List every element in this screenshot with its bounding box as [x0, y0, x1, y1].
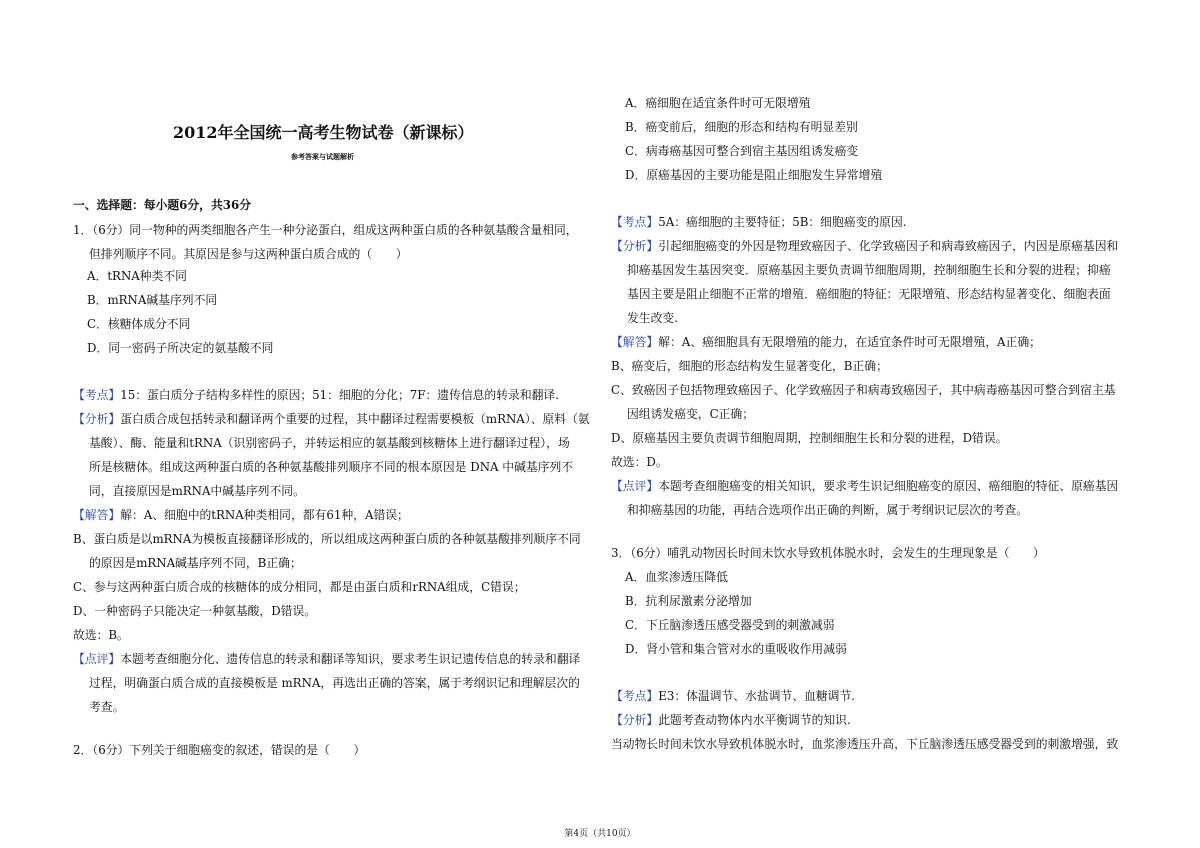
section-tag: 【点评】 — [73, 652, 121, 666]
line-text: 基酸）、酶、能量和tRNA（识别密码子，并转运相应的氨基酸到核糖体上进行翻译过程），场 — [89, 436, 570, 450]
text-line — [625, 569, 728, 585]
line-text: 的原因是mRNA碱基序列不同，B正确； — [89, 556, 302, 570]
line-text: C、致癌因子包括物理致癌因子、化学致癌因子和病毒致癌因子，其中病毒癌基因可整合到宿主基 — [611, 383, 1116, 397]
text-line — [625, 641, 847, 657]
text-line — [611, 545, 1045, 561]
line-text: 2．（6分）下列关于细胞癌变的叙述，错误的是（ ） — [73, 743, 366, 757]
text-line — [73, 627, 129, 643]
line-text: B．癌变前后，细胞的形态和结构有明显差别 — [625, 120, 858, 134]
line-text: 本题考查细胞癌变的相关知识，要求考生识记细胞癌变的原因、癌细胞的特征、原癌基因 — [658, 479, 1119, 493]
line-text: C．核糖体成分不同 — [87, 317, 191, 331]
text-line — [87, 316, 190, 332]
line-text: E3：体温调节、水盐调节、血糖调节. — [658, 689, 856, 703]
section-tag: 【点评】 — [611, 479, 659, 493]
text-line — [73, 603, 316, 619]
text-line — [611, 238, 1118, 254]
text-line — [611, 334, 1041, 350]
text-line — [627, 262, 1111, 278]
text-line — [611, 358, 888, 374]
text-line — [627, 406, 754, 422]
line-text: A．血浆渗透压降低 — [625, 570, 728, 584]
text-line — [625, 617, 835, 633]
text-line — [73, 411, 590, 427]
section-tag: 【考点】 — [73, 388, 121, 402]
text-line — [625, 95, 810, 111]
line-text: D、一种密码子只能决定一种氨基酸，D错误。 — [73, 604, 317, 618]
line-text: 本题考查细胞分化、遗传信息的转录和翻译等知识，要求考生识记遗传信息的转录和翻译 — [120, 652, 581, 666]
section-tag: 【分析】 — [611, 239, 659, 253]
line-text: D．肾小管和集合管对水的重吸收作用减弱 — [625, 642, 847, 656]
section-tag: 【解答】 — [73, 508, 121, 522]
line-text: 和抑癌基因的功能，再结合选项作出正确的判断，属于考纲识记层次的考查。 — [627, 503, 1029, 517]
line-text: 同，直接原因是mRNA中碱基序列不同。 — [89, 484, 305, 498]
line-text: 此题考查动物体内水平衡调节的知识. — [658, 713, 851, 727]
text-line — [73, 387, 559, 403]
text-line — [73, 651, 580, 667]
page-footer: 第4页（共10页） — [564, 829, 636, 839]
line-text: 当动物长时间未饮水导致机体脱水时，血浆渗透压升高，下丘脑渗透压感受器受到的刺激增强，致 — [611, 737, 1119, 751]
text-line — [89, 483, 305, 499]
text-line — [611, 454, 668, 470]
line-text: C．下丘脑渗透压感受器受到的刺激减弱 — [625, 618, 835, 632]
text-line — [625, 119, 858, 135]
section-tag: 【考点】 — [611, 689, 659, 703]
text-line — [89, 435, 570, 451]
text-line — [89, 675, 580, 691]
line-text: 故选：D。 — [611, 455, 668, 469]
line-text: 过程，明确蛋白质合成的直接模板是 mRNA，再选出正确的答案，属于考纲识记和理解层次的 — [89, 676, 580, 690]
line-text: A．癌细胞在适宜条件时可无限增殖 — [625, 96, 811, 110]
section-tag: 【解答】 — [611, 335, 659, 349]
text-line — [89, 555, 302, 571]
line-text: 抑癌基因发生基因突变．原癌基因主要负责调节细胞周期，控制细胞生长和分裂的进程；抑癌 — [627, 263, 1111, 277]
text-line — [611, 688, 855, 704]
section-tag: 【考点】 — [611, 215, 659, 229]
text-line — [611, 736, 1118, 752]
line-text: 5A：癌细胞的主要特征；5B：细胞癌变的原因. — [658, 215, 907, 229]
line-text: 1．（6分）同一物种的两类细胞各产生一种分泌蛋白，组成这两种蛋白质的各种氨基酸含量相同， — [73, 223, 578, 237]
line-text: D．原癌基因的主要功能是阻止细胞发生异常增殖 — [625, 168, 883, 182]
text-line — [73, 531, 581, 547]
line-text: D．同一密码子所决定的氨基酸不同 — [87, 341, 274, 355]
line-text: 故选：B。 — [73, 628, 129, 642]
text-line — [611, 430, 1007, 446]
line-text: 3．（6分）哺乳动物因长时间未饮水导致机体脱水时，会发生的生理现象是（ ） — [611, 546, 1045, 560]
line-text: 所是核糖体。组成这两种蛋白质的各种氨基酸排列顺序不同的根本原因是 DNA 中碱基序列不 — [89, 460, 574, 474]
section-heading: 一、选择题：每小题6分，共36分 — [73, 198, 251, 212]
line-text: A．tRNA种类不同 — [87, 269, 187, 283]
page-subtitle: 参考答案与试题解析 — [291, 152, 354, 161]
line-text: 解：A、细胞中的tRNA种类相同，都有61种，A错误； — [120, 508, 409, 522]
line-text: C、参与这两种蛋白质合成的核糖体的成分相同，都是由蛋白质和rRNA组成，C错误； — [73, 580, 526, 594]
text-line — [87, 292, 217, 308]
line-text: C．病毒癌基因可整合到宿主基因组诱发癌变 — [625, 144, 859, 158]
line-text: B、蛋白质是以mRNA为模板直接翻译形成的，所以组成这两种蛋白质的各种氨基酸排列顺序不同 — [73, 532, 581, 546]
text-line — [87, 340, 273, 356]
text-line — [625, 143, 858, 159]
text-line — [611, 712, 851, 728]
line-text: B．抗利尿激素分泌增加 — [625, 594, 752, 608]
line-text: B．mRNA碱基序列不同 — [87, 293, 218, 307]
text-line — [611, 214, 907, 230]
text-line — [73, 507, 409, 523]
text-line — [89, 246, 408, 262]
text-line — [73, 222, 578, 238]
line-text: 发生改变. — [627, 311, 678, 325]
section-tag: 【分析】 — [611, 713, 659, 727]
line-text: 15：蛋白质分子结构多样性的原因；51：细胞的分化；7F：遗传信息的转录和翻译. — [120, 388, 559, 402]
text-line — [87, 268, 187, 284]
line-text: 引起细胞癌变的外因是物理致癌因子、化学致癌因子和病毒致癌因子，内因是原癌基因和 — [658, 239, 1119, 253]
line-text: 蛋白质合成包括转录和翻译两个重要的过程，其中翻译过程需要模板（mRNA）、原料（氨 — [120, 412, 590, 426]
text-line — [627, 310, 678, 326]
line-text: B、癌变后，细胞的形态结构发生显著变化，B正确； — [611, 359, 888, 373]
text-line — [625, 167, 882, 183]
page-title: 2012年全国统一高考生物试卷（新课标） — [173, 123, 474, 142]
section-tag: 【分析】 — [73, 412, 121, 426]
text-line — [73, 742, 365, 758]
line-text: 解：A、癌细胞具有无限增殖的能力，在适宜条件时可无限增殖，A正确； — [658, 335, 1041, 349]
line-text: 因组诱发癌变，C正确； — [627, 407, 754, 421]
text-line — [89, 459, 573, 475]
text-line — [625, 593, 752, 609]
line-text: 基因主要是阻止细胞不正常的增殖．癌细胞的特征：无限增殖、形态结构显著变化、细胞表面 — [627, 287, 1111, 301]
text-line — [611, 382, 1116, 398]
text-line — [611, 478, 1118, 494]
line-text: D、原癌基因主要负责调节细胞周期，控制细胞生长和分裂的进程，D错误。 — [611, 431, 1008, 445]
line-text: 考查。 — [89, 700, 125, 714]
text-line — [89, 699, 124, 715]
text-line — [627, 502, 1028, 518]
text-line — [627, 286, 1111, 302]
line-text: 但排列顺序不同。其原因是参与这两种蛋白质合成的（ ） — [89, 247, 408, 261]
text-line — [73, 579, 526, 595]
